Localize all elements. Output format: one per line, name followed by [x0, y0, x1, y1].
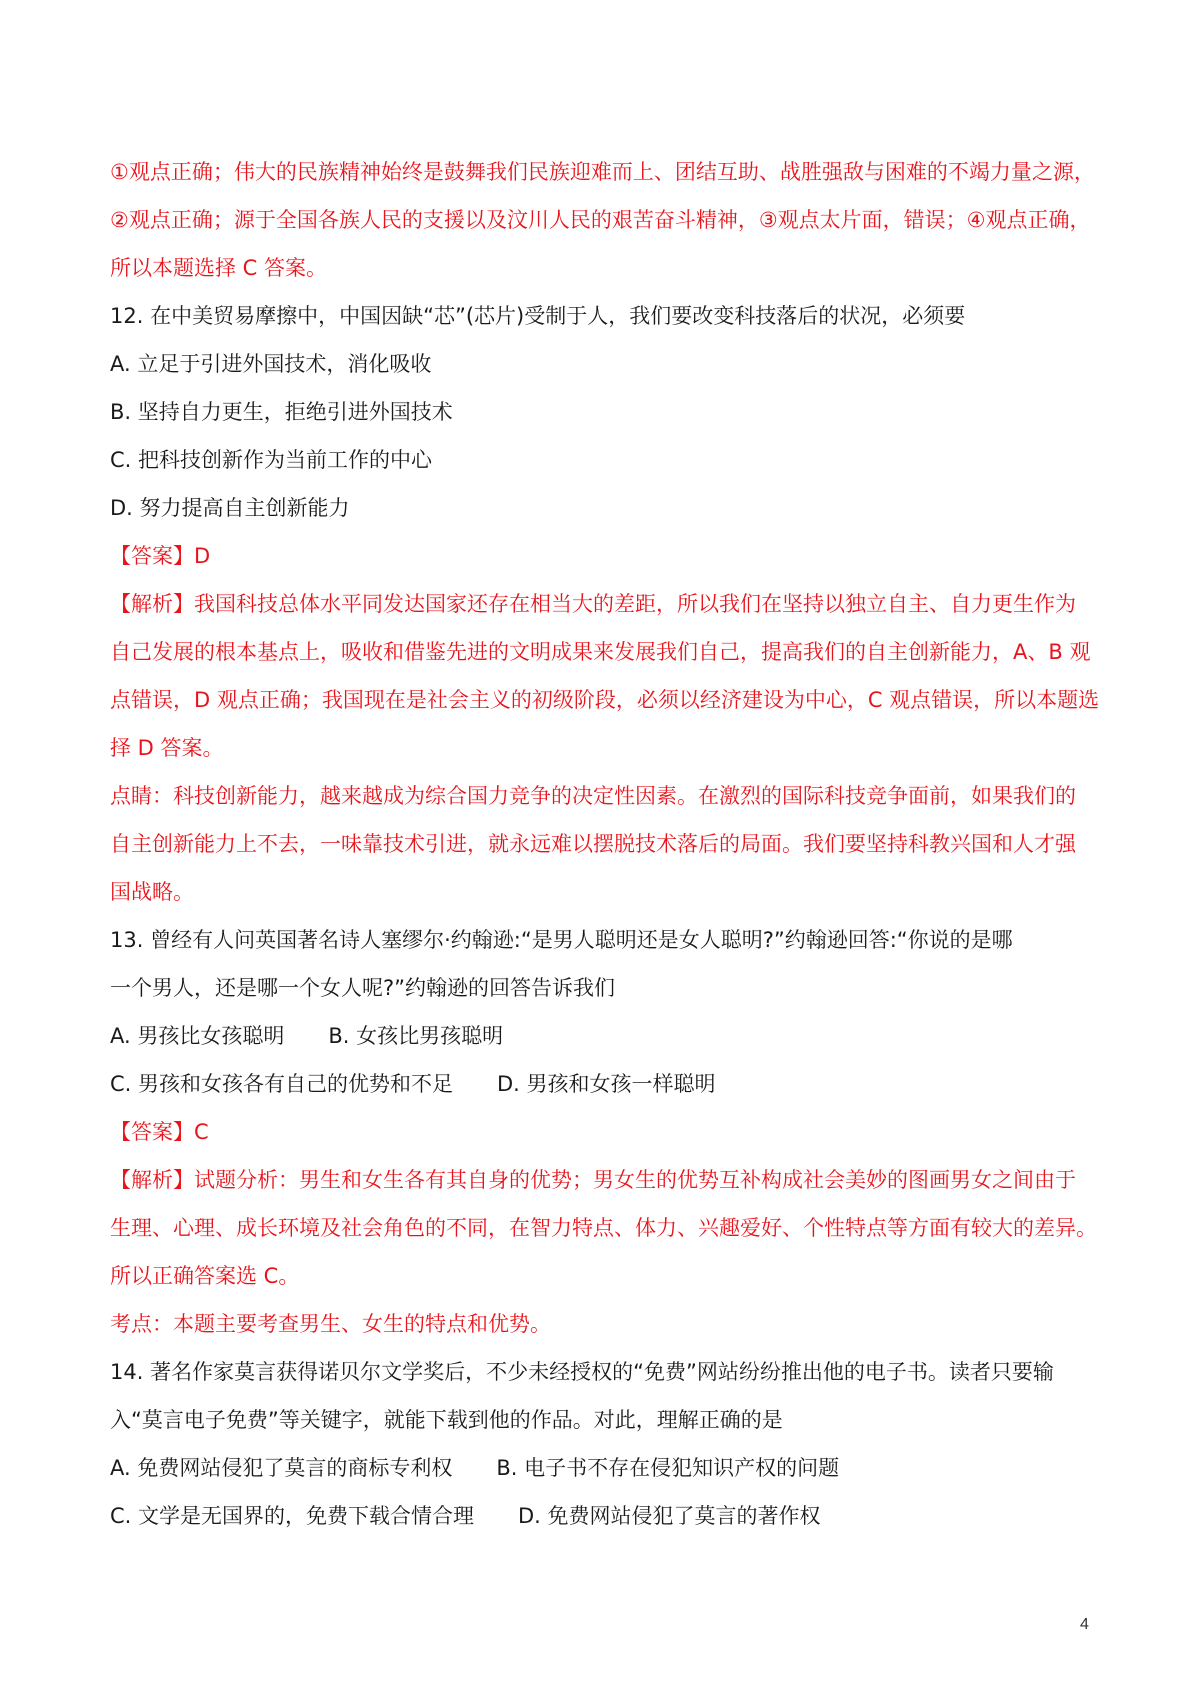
q14-option-d: D. 免费网站侵犯了莫言的著作权 [518, 1504, 821, 1528]
q14-options-row-1 [110, 1444, 1105, 1492]
prev-analysis-line: ①观点正确；伟大的民族精神始终是鼓舞我们民族迎难而上、团结互助、战胜强敌与困难的不竭力量之源， [110, 160, 1095, 184]
q13-answer: 【答案】C [110, 1120, 209, 1144]
document-page [110, 148, 1105, 1540]
q14-stem-line: 14. 著名作家莫言获得诺贝尔文学奖后，不少未经授权的“免费”网站纷纷推出他的电子书。读者只要输 [110, 1360, 1054, 1384]
q12-analysis-line: 点错误，D 观点正确；我国现在是社会主义的初级阶段，必须以经济建设为中心，C 观点错误，所以本题选 [110, 688, 1100, 712]
q13-analysis-line: 生理、心理、成长环境及社会角色的不同，在智力特点、体力、兴趣爱好、个性特点等方面有较大的差异。 [110, 1216, 1097, 1240]
q13-stem-line: 一个男人，还是哪一个女人呢?”约翰逊的回答告诉我们 [110, 976, 616, 1000]
q13-option-b: B. 女孩比男孩聪明 [328, 1024, 504, 1048]
q13-option-c: C. 男孩和女孩各有自己的优势和不足 [110, 1072, 454, 1096]
q13-analysis-line: 所以正确答案选 C。 [110, 1264, 300, 1288]
page-number: 4 [1080, 1616, 1089, 1633]
q13-point: 考点：本题主要考查男生、女生的特点和优势。 [110, 1312, 551, 1336]
q13-option-d: D. 男孩和女孩一样聪明 [497, 1072, 716, 1096]
prev-analysis-line: ②观点正确；源于全国各族人民的支援以及汶川人民的艰苦奋斗精神，③观点太片面，错误；④观点正确， [110, 208, 1091, 232]
q13-option-a: A. 男孩比女孩聪明 [110, 1024, 285, 1048]
q14-stem-line: 入“莫言电子免费”等关键字，就能下载到他的作品。对此，理解正确的是 [110, 1408, 783, 1432]
q12-option-c: C. 把科技创新作为当前工作的中心 [110, 448, 433, 472]
q12-option-d: D. 努力提高自主创新能力 [110, 496, 350, 520]
q14-option-b: B. 电子书不存在侵犯知识产权的问题 [496, 1456, 840, 1480]
q12-tip-line: 自主创新能力上不去，一味靠技术引进，就永远难以摆脱技术落后的局面。我们要坚持科教兴国和人才强 [110, 832, 1076, 856]
q12-option-a: A. 立足于引进外国技术，消化吸收 [110, 352, 432, 376]
q12-tip-line: 国战略。 [110, 880, 194, 904]
q14-options-row-2 [110, 1492, 1105, 1540]
q12-analysis-line: 择 D 答案。 [110, 736, 224, 760]
q13-stem-line: 13. 曾经有人问英国著名诗人塞缪尔·约翰逊:“是男人聪明还是女人聪明?”约翰逊回答:“你说的是哪 [110, 928, 1013, 952]
q13-options-row-2 [110, 1060, 1105, 1108]
q14-option-a: A. 免费网站侵犯了莫言的商标专利权 [110, 1456, 453, 1480]
q12-answer: 【答案】D [110, 544, 211, 568]
q13-options-row-1 [110, 1012, 1105, 1060]
prev-analysis-line: 所以本题选择 C 答案。 [110, 256, 328, 280]
q12-analysis-line: 【解析】我国科技总体水平同发达国家还存在相当大的差距，所以我们在坚持以独立自主、自力更生作为 [110, 592, 1076, 616]
q12-tip-line: 点睛：科技创新能力，越来越成为综合国力竞争的决定性因素。在激烈的国际科技竞争面前，如果我们的 [110, 784, 1076, 808]
q12-option-b: B. 坚持自力更生，拒绝引进外国技术 [110, 400, 453, 424]
q12-stem: 12. 在中美贸易摩擦中，中国因缺“芯”(芯片)受制于人，我们要改变科技落后的状况，必须要 [110, 304, 966, 328]
q13-analysis-line: 【解析】试题分析：男生和女生各有其自身的优势；男女生的优势互补构成社会美妙的图画男女之间由于 [110, 1168, 1076, 1192]
q14-option-c: C. 文学是无国界的，免费下载合情合理 [110, 1504, 475, 1528]
q12-analysis-line: 自己发展的根本基点上，吸收和借鉴先进的文明成果来发展我们自己，提高我们的自主创新能力，A、B 观 [110, 640, 1091, 664]
